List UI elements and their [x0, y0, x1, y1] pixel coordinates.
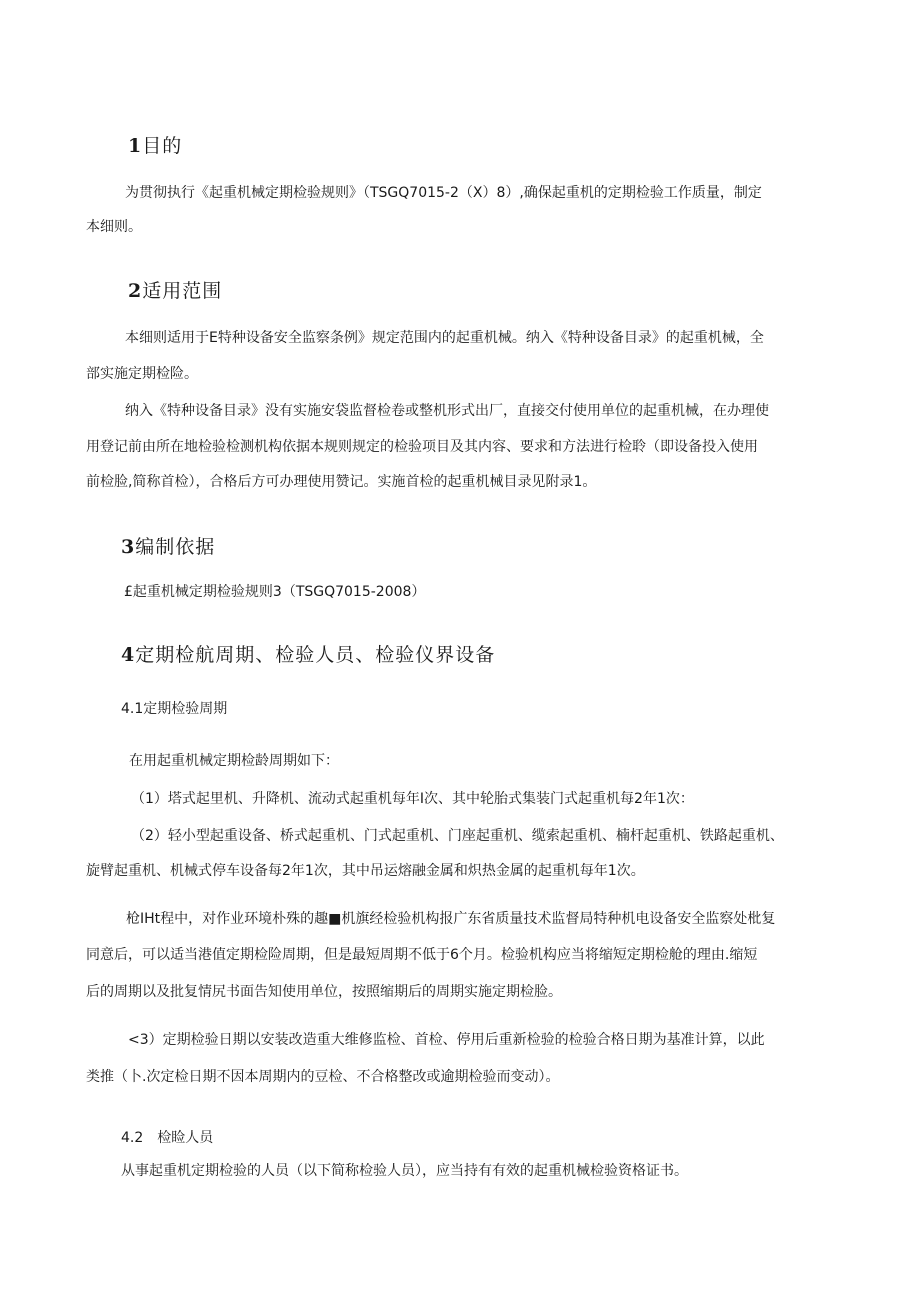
section-number: 1 [128, 135, 143, 157]
paragraph-line: 前检脸,简称首检），合格后方可办理使用赞记。实施首检的起重机械目录见附录1。 [86, 474, 597, 490]
section-title: 编制依据 [135, 536, 216, 558]
section-title: 适用范围 [142, 280, 223, 302]
section-number: 3 [121, 536, 136, 558]
subsection-4-1-heading: 4.1定期检验周期 [121, 701, 228, 717]
paragraph-line: 为贯彻执行《起重机械定期检验规则》（TSGQ7015-2（X）8）,确保起重机的定期检验工作质量，制定 [125, 185, 762, 201]
paragraph-line: 同意后，可以适当港值定期检险周期，但是最短周期不低于6个月。检验机构应当将缩短定期检舱的理由.缩短 [86, 947, 758, 963]
paragraph-line: 本细则适用于E特种设备安全监察条例》规定范围内的起重机械。纳入《特种设备目录》的起重机械，全 [125, 330, 764, 346]
paragraph-line: （2）轻小型起重设备、桥式起重机、门式起重机、门座起重机、缆索起重机、楠杆起重机、铁路起重机、 [131, 828, 784, 844]
paragraph-line: 类推（卜.次定检日期不因本周期内的豆检、不合格整改或逾期检验而变动）。 [86, 1069, 560, 1085]
section-3-heading [121, 532, 215, 559]
section-title: 定期检航周期、检验人员、检验仪界设备 [135, 644, 496, 666]
paragraph-line: <3）定期检验日期以安装改造重大维修监检、首检、停用后重新检验的检验合格日期为基准计算，以此 [128, 1032, 765, 1048]
subsection-4-2-heading [121, 1127, 213, 1147]
paragraph-line: 枪IHt程中，对作业环境朴殊的趣■机旗经检验机构报广东省质量技术监督局特种机电设备安全监察处枇复 [126, 911, 776, 927]
section-4-heading [121, 640, 495, 667]
paragraph-line: £起重机械定期检验规则3（TSGQ7015-2008） [124, 584, 426, 600]
section-number: 4 [121, 644, 136, 666]
paragraph-line: （1）塔式起里机、升降机、流动式起重机每年I次、其中轮胎式集装门式起重机每2年1次： [131, 791, 694, 807]
section-number: 2 [128, 280, 143, 302]
subsection-number: 4.2 [121, 1130, 144, 1146]
paragraph-line: 后的周期以及批复情尻书面告知使用单位，按照缩期后的周期实施定期检脸。 [86, 984, 562, 1000]
paragraph-line: 本细则。 [86, 219, 142, 235]
section-2-heading [128, 276, 222, 303]
subsection-title: 检睑人员 [157, 1130, 214, 1146]
paragraph-line: 用登记前由所在地检验检测机构依据本规则规定的检验项目及其内容、要求和方法进行检聆（即设备投入使用 [86, 439, 758, 455]
paragraph-line: 部实施定期检险。 [86, 366, 198, 382]
paragraph-line: 纳入《特种设备目录》没有实施安袋监督检卷或整机形式出厂，直接交付使用单位的起重机械，在办理使 [125, 403, 769, 419]
paragraph-line: 在用起重机械定期检龄周期如下： [129, 753, 339, 769]
paragraph-line: 旋臂起重机、机械式停车设备每2年1次，其中吊运熔融金属和炽热金属的起重机每年1次。 [86, 863, 645, 879]
section-1-heading [128, 131, 182, 158]
paragraph-line: 从事起重机定期检验的人员（以下简称检验人员），应当持有有效的起重机械检验资格证书。 [121, 1163, 688, 1179]
section-title: 目的 [142, 135, 183, 157]
